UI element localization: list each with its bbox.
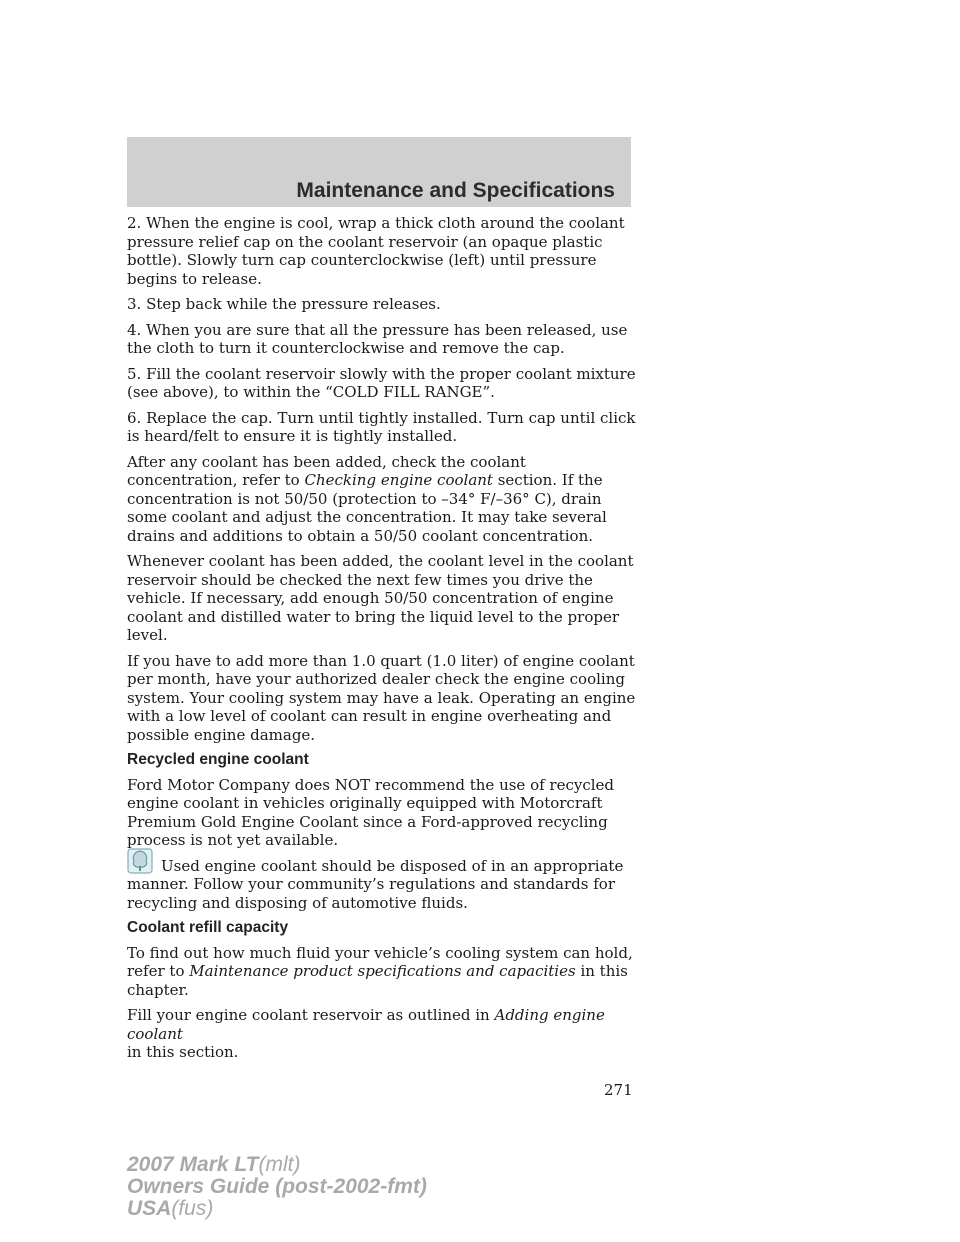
if-you-paragraph: If you have to add more than 1.0 quart (1.0 liter) of engine coolant per month, have your authorized dealer check the engine cooling system. Your cooling system may have a leak. Operating an engine with a low level of coolant can result in engine overheating and possible engine damage.: [127, 651, 636, 744]
step-4: 4. When you are sure that all the pressure has been released, use the cloth to turn it counterclockwise and remove the cap.: [127, 320, 628, 357]
page-number: 271: [604, 1081, 633, 1099]
recycle-tree-icon: [127, 848, 153, 874]
recycled-paragraph: Ford Motor Company does NOT recommend the use of recycled engine coolant in vehicles originally equipped with Motorcraft Premium Gold Engine Coolant since a Ford-approved recycling process is not yet available.: [127, 775, 615, 849]
page-content: [127, 214, 637, 1069]
refill-paragraph-1: To find out how much fluid your vehicle’s cooling system can hold, refer to Maintenance product specifications and capacities in this chapter.: [127, 943, 633, 999]
recycled-heading: Recycled engine coolant: [127, 751, 309, 768]
capacities-reference: Maintenance product specifications and capacities: [189, 962, 576, 980]
whenever-paragraph: Whenever coolant has been added, the coolant level in the coolant reservoir should be checked the next few times you drive the vehicle. If necessary, add enough 50/50 concentration of engine coolant and distilled water to bring the liquid level to the proper level.: [127, 552, 634, 644]
adding-engine-coolant-reference: Adding engine coolant: [127, 1006, 605, 1043]
refill-paragraph-2: Fill your engine coolant reservoir as outlined in Adding engine coolant in this section.: [127, 1006, 605, 1061]
refill-heading: Coolant refill capacity: [127, 919, 289, 936]
section-title: Maintenance and Specifications: [296, 179, 615, 202]
section-header-band: [127, 137, 631, 207]
footer-line-3: USA(fus): [127, 1197, 214, 1220]
footer-line-2: Owners Guide (post-2002-fmt): [127, 1175, 427, 1198]
environment-note: Used engine coolant should be disposed of in an appropriate manner. Follow your community’s regulations and standards for recycling and disposing of automotive fluids.: [127, 857, 637, 913]
after-adding-paragraph: After any coolant has been added, check the coolant concentration, refer to Checking engine coolant section. If the concentration is not 50/50 (protection to –34° F/–36° C), drain some coolant and adjust the concentration. It may take several drains and additions to obtain a 50/50 coolant concentration.: [127, 452, 607, 545]
step-2: 2. When the engine is cool, wrap a thick cloth around the coolant pressure relief cap on the coolant reservoir (an opaque plastic bottle). Slowly turn cap counterclockwise (left) until pressure begins to release.: [127, 214, 625, 288]
checking-engine-coolant-reference: Checking engine coolant: [304, 471, 493, 489]
step-3: 3. Step back while the pressure releases.: [127, 295, 441, 313]
footer-line-1: 2007 Mark LT(mlt): [127, 1153, 301, 1176]
step-5: 5. Fill the coolant reservoir slowly with the proper coolant mixture (see above), to within the “COLD FILL RANGE”.: [127, 364, 636, 401]
document-footer: [127, 1154, 427, 1220]
step-6: 6. Replace the cap. Turn until tightly installed. Turn cap until click is heard/felt to ensure it is tightly installed.: [127, 408, 636, 445]
